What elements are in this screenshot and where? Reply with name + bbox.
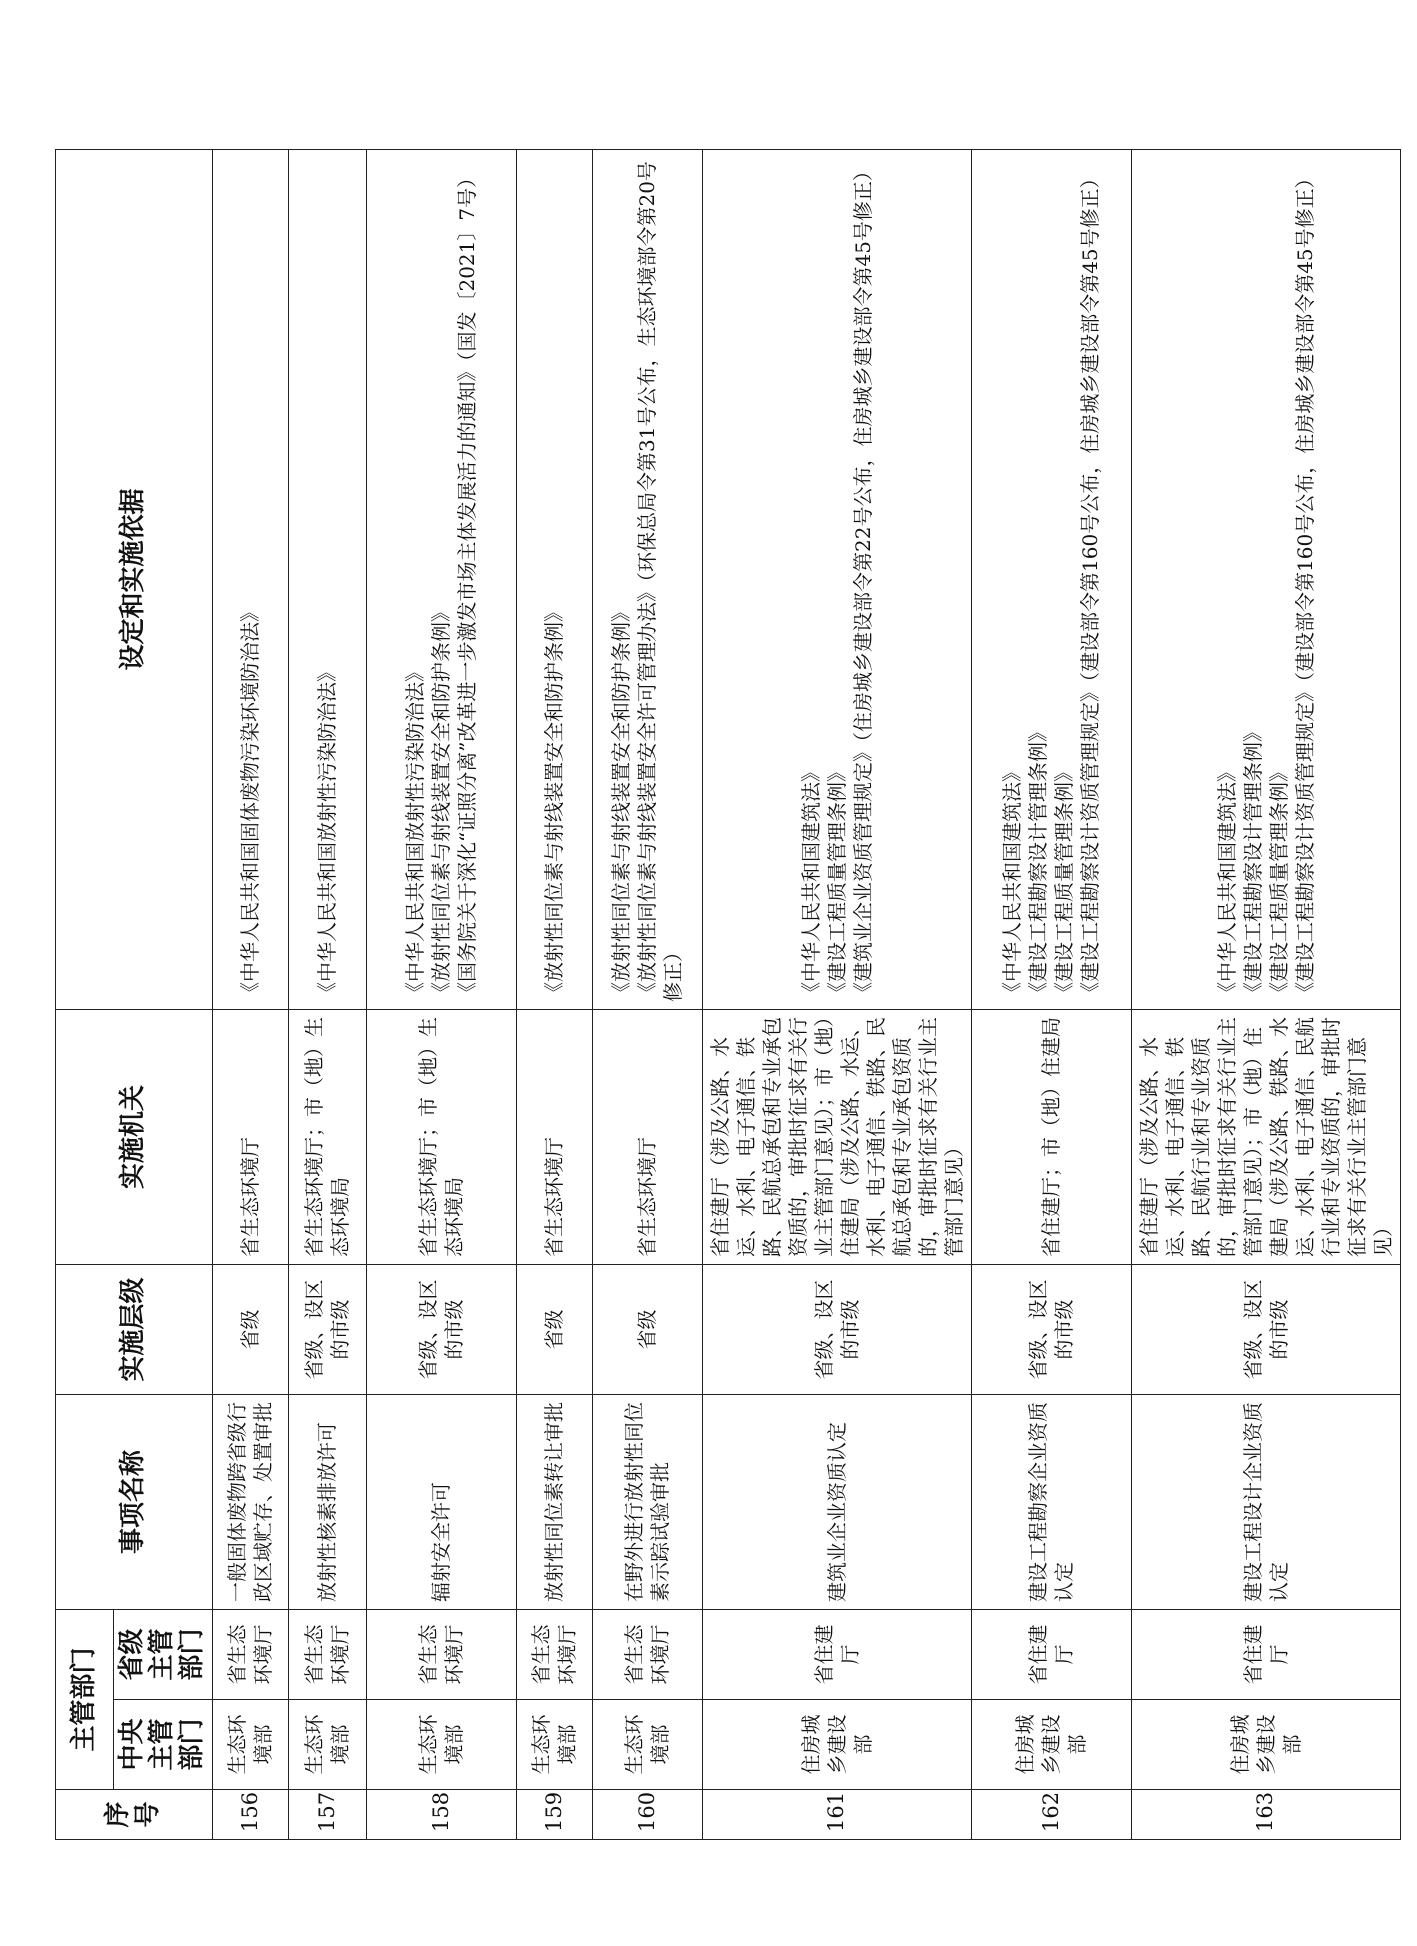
basis-line: 《中华人民共和国放射性污染防治法》 xyxy=(315,661,340,1002)
header-provincial-dept: 省级主管部门 xyxy=(114,1609,213,1699)
cell-agency: 省生态环境厅 xyxy=(212,1009,288,1264)
cell-name: 在野外进行放射性同位素示踪试验审批 xyxy=(592,1394,702,1609)
cell-agency: 省住建厅（涉及公路、水运、水利、电子通信、铁路、民航总承包和专业承包资质的，审批时征求有关行业主管部门意见）；市（地）住建局（涉及公路、水运、水利、电子通信、铁路、民航总承包和专业承包资质的，审批时征求有关行业主管部门意见） xyxy=(702,1009,971,1264)
basis-line: 《建设工程勘察设计资质管理规定》（建设部令第160号公布，住房城乡建设部令第45号修正） xyxy=(1292,168,1317,1002)
cell-agency: 省住建厅；市（地）住建局 xyxy=(971,1009,1131,1264)
cell-level: 省级、设区的市级 xyxy=(366,1264,516,1394)
header-dept-group: 主管部门 xyxy=(56,1609,114,1789)
cell-seq: 156 xyxy=(212,1790,288,1840)
table-row xyxy=(212,149,288,1839)
header-level: 实施层级 xyxy=(56,1264,213,1394)
cell-central: 生态环境部 xyxy=(212,1700,288,1790)
administrative-items-table xyxy=(55,149,1401,1840)
cell-basis xyxy=(1131,149,1400,1009)
cell-basis xyxy=(288,149,366,1009)
basis-line: 《放射性同位素与射线装置安全许可管理办法》（环保总局令第31号公布，生态环境部令第20号修正） xyxy=(635,161,686,1002)
basis-line: 《中华人民共和国建筑法》 xyxy=(1000,761,1025,1002)
basis-line: 《建设工程质量管理条例》 xyxy=(824,761,849,1002)
cell-central: 生态环境部 xyxy=(592,1700,702,1790)
basis-line: 《建设工程勘察设计资质管理规定》（建设部令第160号公布，住房城乡建设部令第45号修正） xyxy=(1078,168,1103,1002)
header-basis: 设定和实施依据 xyxy=(56,149,213,1009)
cell-provincial: 省住建厅 xyxy=(702,1609,971,1699)
table-row xyxy=(702,149,971,1839)
cell-level: 省级 xyxy=(212,1264,288,1394)
basis-line: 《放射性同位素与射线装置安全和防护条例》 xyxy=(542,601,567,1002)
cell-provincial: 省生态环境厅 xyxy=(516,1609,592,1699)
cell-seq: 159 xyxy=(516,1790,592,1840)
header-item-name: 事项名称 xyxy=(56,1394,213,1609)
cell-seq: 162 xyxy=(971,1790,1131,1840)
cell-basis xyxy=(702,149,971,1009)
cell-name: 一般固体废物跨省级行政区域贮存、处置审批 xyxy=(212,1394,288,1609)
cell-provincial: 省生态环境厅 xyxy=(592,1609,702,1699)
basis-line: 《建设工程勘察设计管理条例》 xyxy=(1240,721,1265,1002)
rotated-table-page xyxy=(55,150,1395,1840)
table-row xyxy=(971,149,1131,1839)
basis-line: 《中华人民共和国建筑法》 xyxy=(1214,761,1239,1002)
cell-central: 生态环境部 xyxy=(516,1700,592,1790)
cell-provincial: 省住建厅 xyxy=(1131,1609,1400,1699)
cell-name: 建设工程勘察企业资质认定 xyxy=(971,1394,1131,1609)
cell-name: 放射性核素排放许可 xyxy=(288,1394,366,1609)
basis-line: 《放射性同位素与射线装置安全和防护条例》 xyxy=(429,601,454,1002)
table-row xyxy=(592,149,702,1839)
table-row xyxy=(516,149,592,1839)
cell-level: 省级 xyxy=(592,1264,702,1394)
cell-name: 放射性同位素转让审批 xyxy=(516,1394,592,1609)
cell-central: 住房城乡建设部 xyxy=(1131,1700,1400,1790)
cell-seq: 163 xyxy=(1131,1790,1400,1840)
cell-agency: 省住建厅（涉及公路、水运、水利、电子通信、铁路、民航行业和专业资质的，审批时征求有关行业主管部门意见）；市（地）住建局（涉及公路、铁路、水运、水利、电子通信、民航行业和专业资质的，审批时征求有关行业主管部门意见） xyxy=(1131,1009,1400,1264)
cell-agency: 省生态环境厅；市（地）生态环境局 xyxy=(366,1009,516,1264)
cell-basis xyxy=(516,149,592,1009)
cell-central: 住房城乡建设部 xyxy=(971,1700,1131,1790)
cell-basis xyxy=(971,149,1131,1009)
table-row xyxy=(288,149,366,1839)
cell-basis xyxy=(366,149,516,1009)
table-row xyxy=(1131,149,1400,1839)
basis-line: 《建筑业企业资质管理规定》（住房城乡建设部令第22号公布，住房城乡建设部令第45号修正） xyxy=(850,161,875,1002)
cell-basis xyxy=(212,149,288,1009)
basis-line: 《中华人民共和国放射性污染防治法》 xyxy=(403,661,428,1002)
cell-provincial: 省生态环境厅 xyxy=(288,1609,366,1699)
cell-provincial: 省生态环境厅 xyxy=(212,1609,288,1699)
basis-line: 《中华人民共和国建筑法》 xyxy=(798,761,823,1002)
cell-name: 建筑业企业资质认定 xyxy=(702,1394,971,1609)
cell-provincial: 省生态环境厅 xyxy=(366,1609,516,1699)
cell-central: 生态环境部 xyxy=(366,1700,516,1790)
cell-agency: 省生态环境厅 xyxy=(516,1009,592,1264)
cell-seq: 161 xyxy=(702,1790,971,1840)
table-row xyxy=(366,149,516,1839)
header-central-dept: 中央主管部门 xyxy=(114,1700,213,1790)
cell-seq: 157 xyxy=(288,1790,366,1840)
cell-level: 省级、设区的市级 xyxy=(1131,1264,1400,1394)
cell-level: 省级、设区的市级 xyxy=(971,1264,1131,1394)
cell-name: 辐射安全许可 xyxy=(366,1394,516,1609)
basis-line: 《建设工程质量管理条例》 xyxy=(1052,761,1077,1002)
cell-name: 建设工程设计企业资质认定 xyxy=(1131,1394,1400,1609)
basis-line: 《建设工程质量管理条例》 xyxy=(1266,761,1291,1002)
cell-central: 生态环境部 xyxy=(288,1700,366,1790)
header-agency: 实施机关 xyxy=(56,1009,213,1264)
cell-level: 省级、设区的市级 xyxy=(702,1264,971,1394)
cell-agency: 省生态环境厅 xyxy=(592,1009,702,1264)
cell-agency: 省生态环境厅；市（地）生态环境局 xyxy=(288,1009,366,1264)
header-seq: 序号 xyxy=(56,1790,213,1840)
basis-line: 《中华人民共和国固体废物污染环境防治法》 xyxy=(238,601,263,1002)
basis-line: 《国务院关于深化“证照分离”改革进一步激发市场主体发展活力的通知》（国发〔2021〕7号） xyxy=(455,167,480,1002)
basis-line: 《放射性同位素与射线装置安全和防护条例》 xyxy=(609,601,634,1002)
cell-central: 住房城乡建设部 xyxy=(702,1700,971,1790)
cell-level: 省级、设区的市级 xyxy=(288,1264,366,1394)
cell-basis xyxy=(592,149,702,1009)
basis-line: 《建设工程勘察设计管理条例》 xyxy=(1026,721,1051,1002)
cell-seq: 158 xyxy=(366,1790,516,1840)
cell-level: 省级 xyxy=(516,1264,592,1394)
cell-seq: 160 xyxy=(592,1790,702,1840)
cell-provincial: 省住建厅 xyxy=(971,1609,1131,1699)
